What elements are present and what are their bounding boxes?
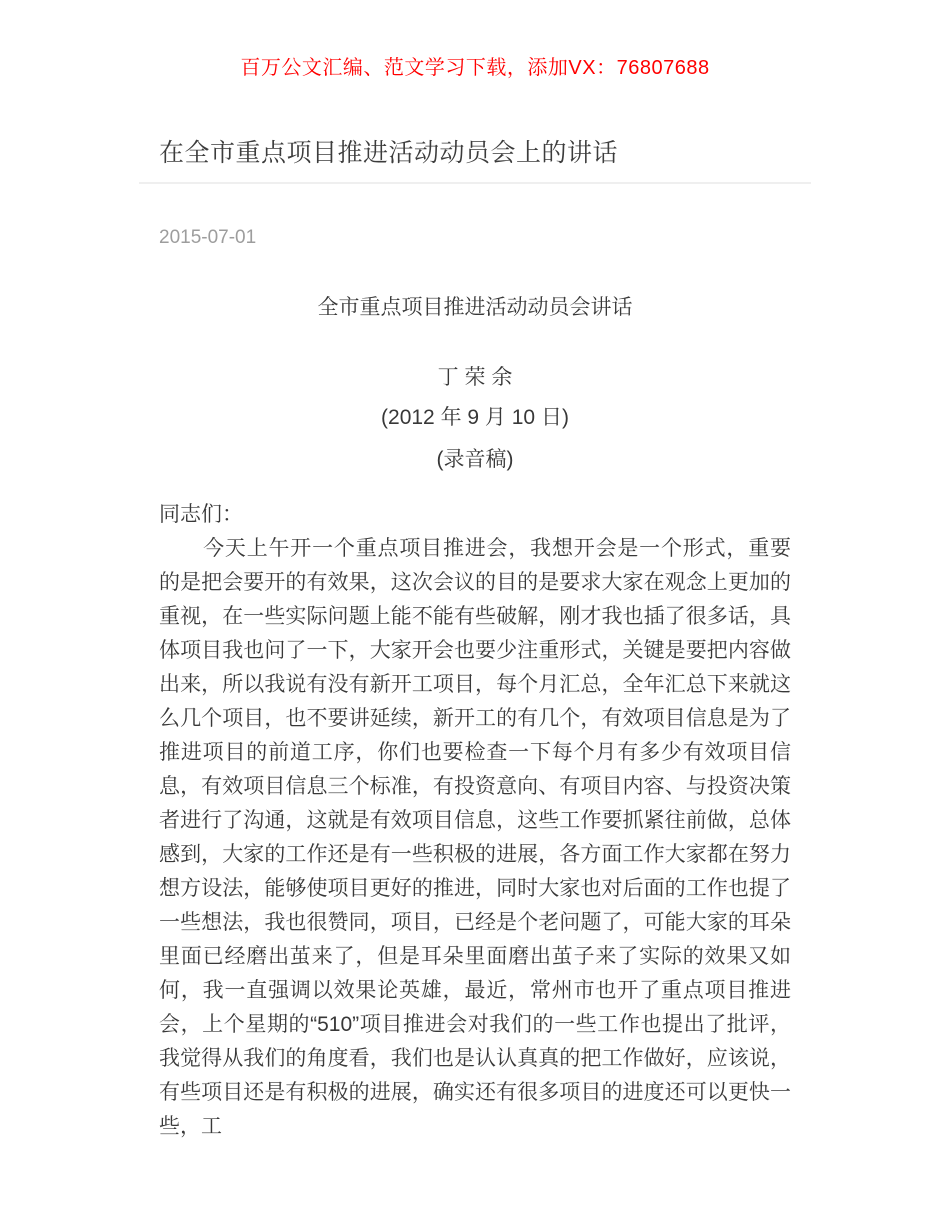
article-title: 在全市重点项目推进活动动员会上的讲话 — [159, 139, 619, 167]
speech-date: (2012 年 9 月 10 日) — [381, 406, 569, 429]
speech-note: (录音稿) — [436, 448, 514, 471]
speech-heading: 全市重点项目推进活动动员会讲话 — [317, 296, 633, 319]
title-divider — [139, 182, 811, 184]
speech-author: 丁 荣 余 — [437, 366, 513, 389]
speech-body: 今天上午开一个重点项目推进会，我想开会是一个形式，重要的是把会要开的有效果，这次会议的目的是要求大家在观念上更加的重视，在一些实际问题上能不能有些破解，刚才我也插了很多话，具体项目我也问了一下，大家开会也要少注重形式，关键是要把内容做出来，所以我说有没有新开工项目，每个月汇总，全年汇总下来就这么几个项目，也不要讲延续，新开工的有几个，有效项目信息是为了推进项目的前道工序，你们也要检查一下每个月有多少有效项目信息，有效项目信息三个标准，有投资意向、有项目内容、与投资决策者进行了沟通，这就是有效项目信息，这些工作要抓紧往前做，总体感到，大家的工作还是有一些积极的进展，各方面工作大家都在努力想方设法，能够使项目更好的推进，同时大家也对后面的工作也提了一些想法，我也很赞同，项目，已经是个老问题了，可能大家的耳朵里面已经磨出茧来了，但是耳朵里面磨出茧子来了实际的效果又如何，我一直强调以效果论英雄，最近，常州市也开了重点项目推进会，上个星期的“510”项目推进会对我们的一些工作也提出了批评，我觉得从我们的角度看，我们也是认认真真的把工作做好，应该说，有些项目还是有积极的进展，确实还有很多项目的进度还可以更快一些，工 — [159, 537, 791, 1138]
publish-date: 2015-07-01 — [159, 227, 257, 248]
article-container — [139, 135, 811, 1144]
promo-banner: 百万公文汇编、范文学习下载，添加VX：76807688 — [240, 57, 710, 79]
salutation: 同志们： — [159, 503, 243, 526]
